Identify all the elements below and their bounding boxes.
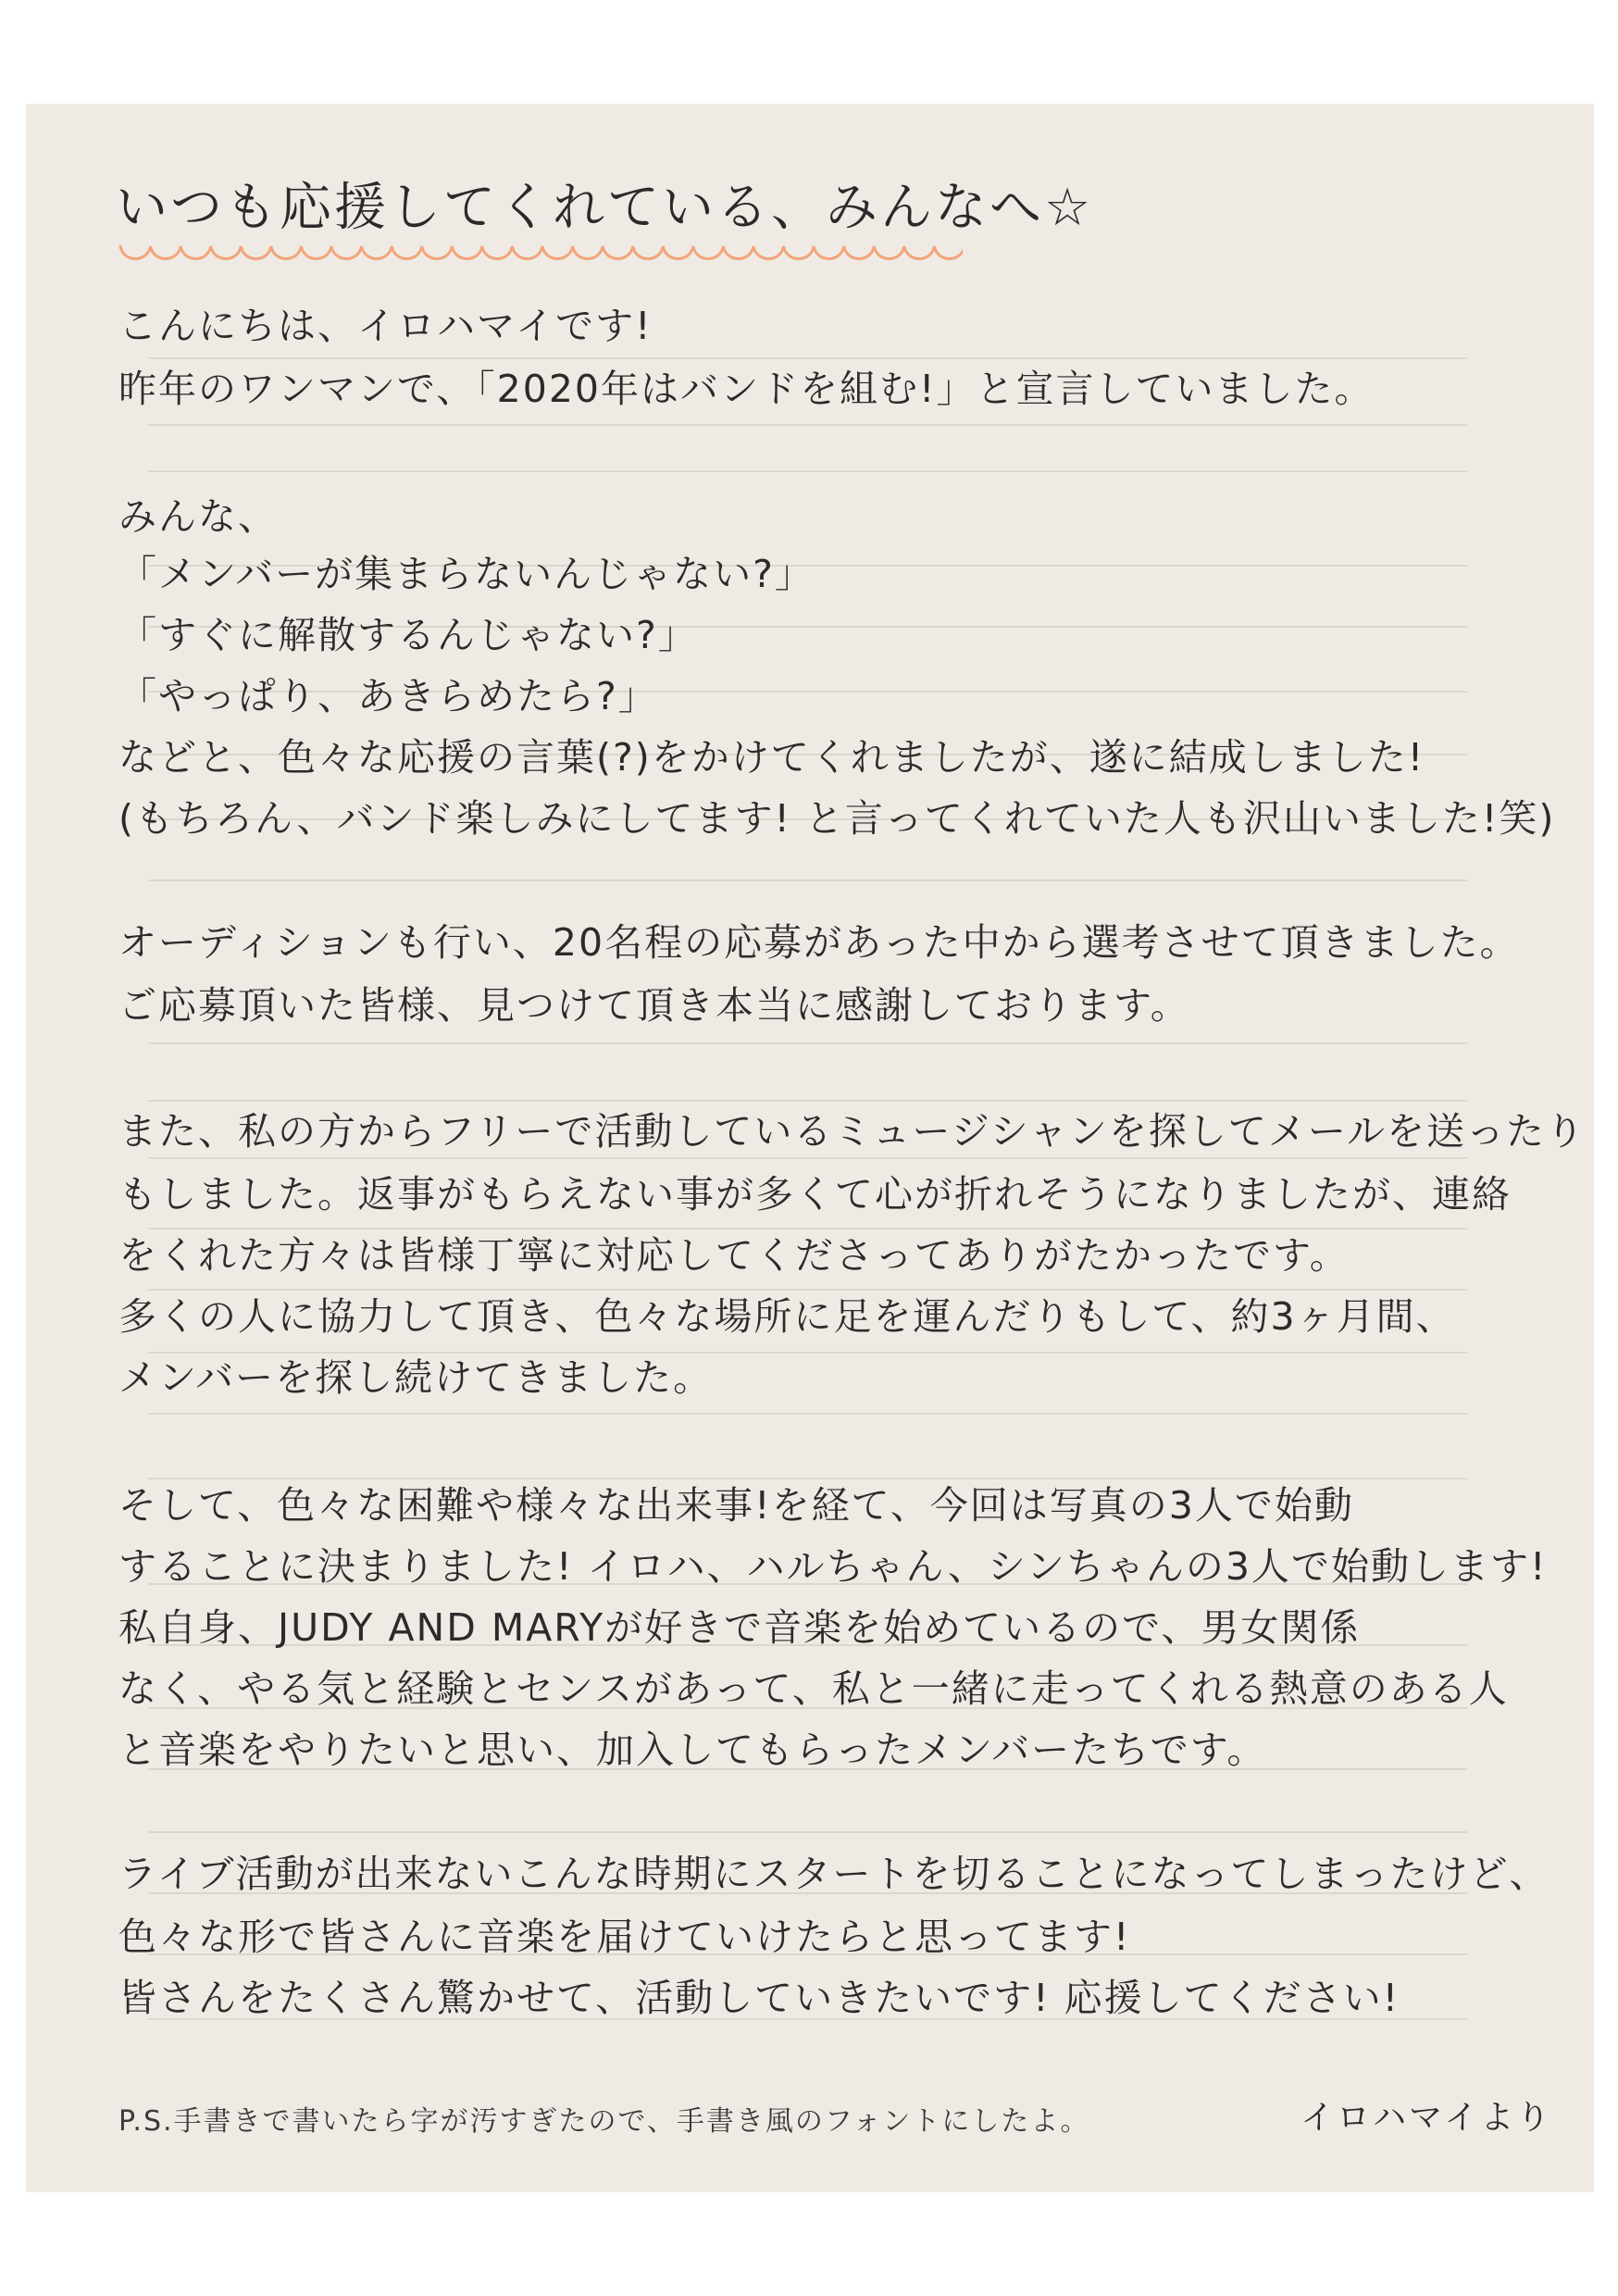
letter-line: こんにちは、イロハマイです! <box>118 304 653 348</box>
letter-line: 色々な形で皆さんに音楽を届けていけたらと思ってます! <box>118 1915 1131 1959</box>
letter-line: 私自身、JUDY AND MARYが好きで音楽を始めているので、男女関係 <box>118 1605 1361 1650</box>
letter-line: と音楽をやりたいと思い、加入してもらったメンバーたちです。 <box>118 1728 1267 1772</box>
letter-title: いつも応援してくれている、みんなへ☆ <box>116 178 1094 238</box>
ruled-line <box>148 880 1467 881</box>
letter-line: そして、色々な困難や様々な出来事!を経て、今回は写真の3人で始動 <box>118 1483 1354 1528</box>
letter-line: することに決まりました! イロハ、ハルちゃん、シンちゃんの3人で始動します! <box>118 1544 1548 1589</box>
letter-line: (もちろん、バンド楽しみにしてます! と言ってくれていた人も沢山いました!笑) <box>118 796 1556 841</box>
ruled-line <box>148 1831 1467 1833</box>
letter-line: ライブ活動が出来ないこんな時期にスタートを切ることになってしまったけど、 <box>118 1852 1550 1896</box>
letter-line: 「メンバーが集まらないんじゃない?」 <box>118 552 815 596</box>
letter-line: メンバーを探し続けてきました。 <box>118 1355 714 1400</box>
postscript: P.S.手書きで書いたら字が汚すぎたので、手書き風のフォントにしたよ。 <box>118 2105 1090 2138</box>
letter-line: 皆さんをたくさん驚かせて、活動していきたいです! 応援してください! <box>118 1976 1400 2020</box>
ruled-line <box>148 1100 1467 1102</box>
letter-line: 昨年のワンマンで、「2020年はバンドを組む!」と宣言していました。 <box>118 367 1375 411</box>
letter-line: 「すぐに解散するんじゃない?」 <box>118 613 698 657</box>
letter-line: をくれた方々は皆様丁寧に対応してくださってありがたかったです。 <box>118 1233 1350 1278</box>
letter-line: もしました。返事がもらえない事が多くて心が折れそうになりましたが、連絡 <box>118 1172 1512 1217</box>
letter-line: などと、色々な応援の言葉(?)をかけてくれましたが、遂に結成しました! <box>118 735 1425 780</box>
ruled-line <box>148 1413 1467 1415</box>
letter-line: オーディションも行い、20名程の応募があった中から選考させて頂きました。 <box>118 920 1520 965</box>
title-scallop-underline <box>118 239 963 265</box>
ruled-line <box>148 357 1467 359</box>
signature: イロハマイより <box>1301 2099 1553 2137</box>
ruled-line <box>148 470 1467 472</box>
letter-line: ご応募頂いた皆様、見つけて頂き本当に感謝しております。 <box>118 983 1190 1028</box>
letter-line: みんな、 <box>118 494 278 539</box>
letter-line: 多くの人に協力して頂き、色々な場所に足を運んだりもして、約3ヶ月間、 <box>118 1294 1456 1339</box>
letter-line: 「やっぱり、あきらめたら?」 <box>118 674 658 718</box>
ruled-line <box>148 1157 1467 1159</box>
letter-line: また、私の方からフリーで活動しているミュージシャンを探してメールを送ったり <box>118 1109 1587 1154</box>
letter-line: なく、やる気と経験とセンスがあって、私と一緒に走ってくれる熱意のある人 <box>118 1666 1509 1711</box>
ruled-line <box>148 1042 1467 1044</box>
ruled-line <box>148 424 1467 426</box>
